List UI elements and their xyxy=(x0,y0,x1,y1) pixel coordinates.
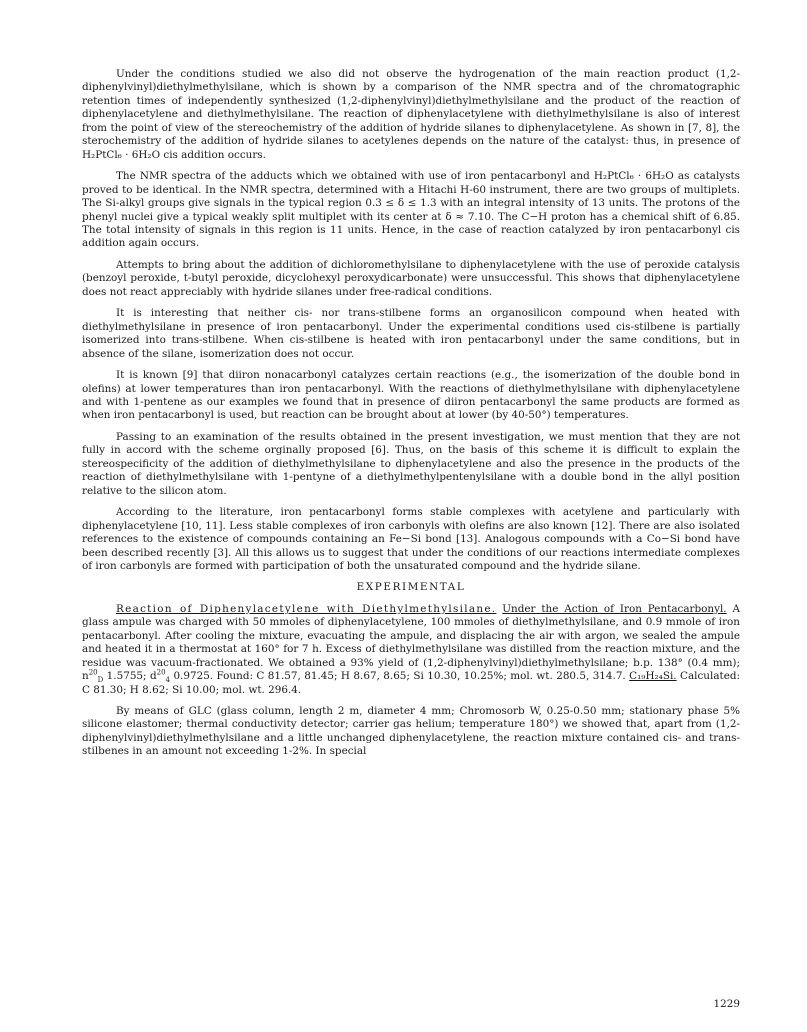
section-heading: EXPERIMENTAL xyxy=(356,581,466,594)
d-superscript: 20 xyxy=(156,668,166,677)
experimental-paragraph: By means of GLC (glass column, length 2 m, diameter 4 mm; Chromosorb W, 0.25-0.50 mm; stationary phase 5% silicone elastomer; thermal conductivity detector; carrier gas helium; temperature 180°) we showed that, apart from (1,2-diphenylvinyl)diethylmethylsilane and a little unchanged diphenylacetylene, the reaction mixture contained cis- and trans-stilbenes in an amount not exceeding 1-2%. In special xyxy=(82,705,740,758)
subheading-rest: Under the Action of Iron Pentacarbonyl. xyxy=(502,602,727,615)
paragraph: It is interesting that neither cis- nor trans-stilbene forms an organosilicon compound when heated with diethylmethylsilane in presence of iron pentacarbonyl. Under the experimental conditions used cis-stilbene is partially isomerized into trans-stilbene. When cis-stilbene is heated with iron pentacarbonyl under the same conditions, but in absence of the silane, isomerization does not occur. xyxy=(82,307,740,360)
procedure-text: A glass ampule was charged with 50 mmoles of diphenylacetylene, 100 mmoles of diethylmethylsilane, and 0.9 mmole of iron pentacarbonyl. After cooling the mixture, evacuating the ampule, and displacing the air with argon, we sealed the ampule and heated it in a thermostat at 160° for 7 h. Excess of diethylmethylsilane was distilled from the reaction mixture, and the residue was vacuum-fractionated. We obtained a 93% yield of (1,2-diphenylvinyl)diethylmethylsilane; b.p. 138° (0.4 mm); n xyxy=(82,602,740,683)
calculated-text: Calculated: C 81.30; H 8.62; Si 10.00; mol. wt. 296.4. xyxy=(82,670,740,696)
page-number: 1229 xyxy=(713,998,740,1010)
formula: C₁₉H₂₄Si. xyxy=(629,670,677,683)
paragraph: The NMR spectra of the adducts which we obtained with use of iron pentacarbonyl and H₂PtCl₆ · 6H₂O as catalysts proved to be identical. In the NMR spectra, determined with a Hitachi H-60 instrument, there are two groups of multiplets. The Si-alkyl groups give signals in the typical region 0.3 ≤ δ ≤ 1.3 with an integral intensity of 13 units. The protons of the phenyl nuclei give a typical weakly split multiplet with its center at δ ≈ 7.10. The C−H proton has a chemical shift of 6.85. The total intensity of signals in this region is 11 units. Hence, in the case of reaction catalyzed by iron pentacarbonyl cis addition again occurs. xyxy=(82,170,740,250)
n-subscript: D xyxy=(97,676,104,685)
d-subscript: 4 xyxy=(165,676,171,685)
experimental-paragraph xyxy=(82,603,740,697)
paragraph: It is known [9] that diiron nonacarbonyl catalyzes certain reactions (e.g., the isomerization of the double bond in olefins) at lower temperatures than iron pentacarbonyl. With the reactions of diethylmethylsilane with diphenylacetylene and with 1-pentene as our examples we found that in presence of diiron pentacarbonyl the same products are formed as when iron pentacarbonyl is used, but reaction can be brought about at lower (by 40-50°) temperatures. xyxy=(82,369,740,422)
n-value: 1.5755; d xyxy=(103,670,157,683)
paragraph: Passing to an examination of the results obtained in the present investigation, we must mention that they are not fully in accord with the scheme orginally proposed [6]. Thus, on the basis of this scheme it is difficult to explain the stereospecificity of the addition of diethylmethylsilane to diphenylacetylene and also the presence in the products of the reaction of diethylmethylsilane with 1-pentyne of a diethylmethylpentenylsilane with a double bond in the allyl position relative to the silicon atom. xyxy=(82,430,740,497)
d-value: 0.9725. Found: C 81.57, 81.45; H 8.67, 8.65; Si 10.30, 10.25%; mol. wt. 280.5, 314.7. xyxy=(170,670,630,683)
paragraph: Under the conditions studied we also did not observe the hydrogenation of the main reaction product (1,2-diphenylvinyl)diethylmethylsilane, which is shown by a comparison of the NMR spectra and of the chromatographic retention times of independently synthesized (1,2-diphenylvinyl)diethylmethylsilane and the product of the reaction of diphenylacetylene and diethylmethylsilane. The reaction of diphenylacetylene with diethylmethylsilane is also of interest from the point of view of the stereochemistry of the addition of hydride silanes to diphenylacetylene. As shown in [7, 8], the sterochemistry of the addition of hydride silanes to acetylenes depends on the nature of the catalyst: thus, in presence of H₂PtCl₆ · 6H₂O cis addition occurs. xyxy=(82,68,740,161)
page-body xyxy=(82,68,740,767)
subheading-spaced: Reaction of Diphenylacetylene with Diethylmethylsilane. xyxy=(116,602,497,615)
paragraph: Attempts to bring about the addition of dichloromethylsilane to diphenylacetylene with the use of peroxide catalysis (benzoyl peroxide, t-butyl peroxide, dicyclohexyl peroxydicarbonate) were unsuccessful. This shows that diphenylacetylene does not react appreciably with hydride silanes under free-radical conditions. xyxy=(82,258,740,298)
paragraph: According to the literature, iron pentacarbonyl forms stable complexes with acetylene and particularly with diphenylacetylene [10, 11]. Less stable complexes of iron carbonyls with olefins are also known [12]. There are also isolated references to the existence of compounds containing an Fe−Si bond [13]. Analogous compounds with a Co−Si bond have been described recently [3]. All this allows us to suggest that under the conditions of our reactions intermediate complexes of iron carbonyls are formed with participation of both the unsaturated compound and the hydride silane. xyxy=(82,506,740,572)
n-superscript: 20 xyxy=(88,668,98,677)
